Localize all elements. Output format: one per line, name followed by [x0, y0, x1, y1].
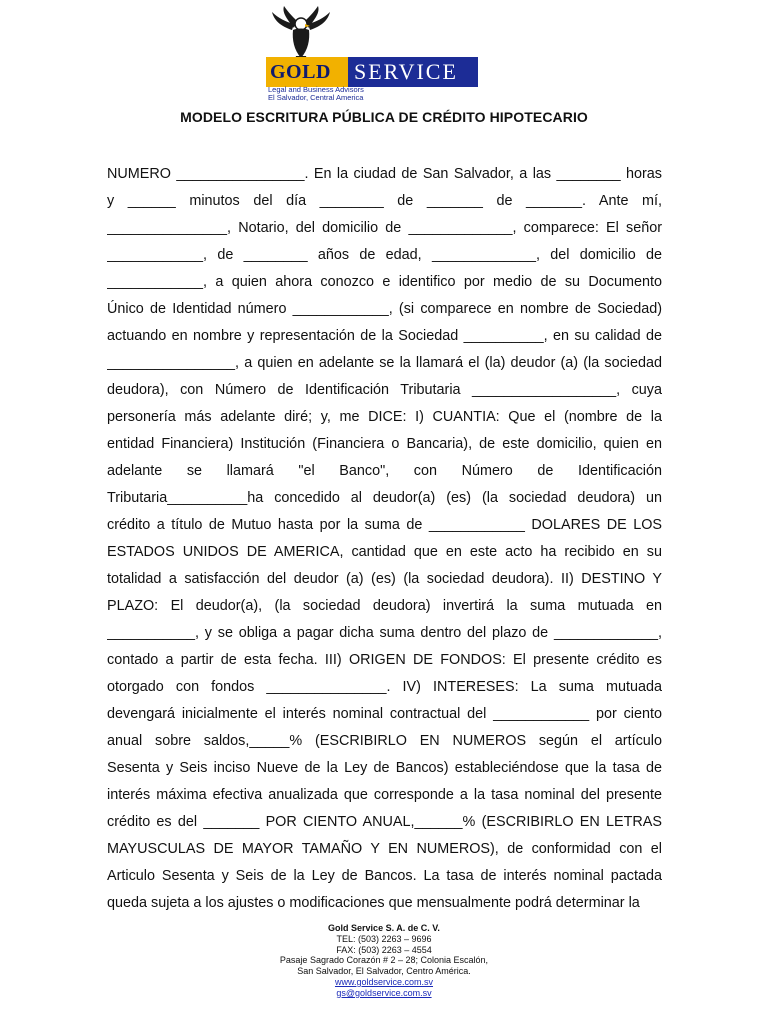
logo-gold-text: GOLD — [266, 57, 348, 87]
body-line: queda sujeta a los ajustes o modificaciones que mensualmente podrá determinar la — [107, 895, 640, 911]
footer-company: Gold Service S. A. de C. V. — [328, 923, 440, 933]
body-line: anual sobre saldos,_____% (ESCRIBIRLO EN NUMEROS según el artículo — [107, 733, 662, 749]
document-body — [107, 161, 662, 917]
body-line: Sesenta y Seis inciso Nueve de la Ley de Bancos) estableciéndose que la tasa de — [107, 760, 662, 776]
body-line: interés máxima efectiva anualizada que corresponde a la tasa nominal del presente — [107, 787, 662, 803]
body-line: _______________, Notario, del domicilio de _____________, comparece: El señor — [107, 220, 662, 236]
body-line: contado a partir de esta fecha. III) ORIGEN DE FONDOS: El presente crédito es — [107, 652, 662, 668]
body-line: ________________, a quien en adelante se la llamará el (la) deudor (a) (la sociedad — [107, 355, 662, 371]
logo-service-text: SERVICE — [354, 59, 458, 84]
body-line: totalidad a satisfacción del deudor (a) (es) (la sociedad deudora). II) DESTINO Y — [107, 571, 662, 587]
body-line: Articulo Sesenta y Seis de la Ley de Bancos. La tasa de interés nominal pactada — [107, 868, 662, 884]
body-line: PLAZO: El deudor(a), (la sociedad deudora) invertirá la suma mutuada en — [107, 598, 662, 614]
body-line: Único de Identidad número ____________, (si comparece en nombre de Sociedad) — [107, 301, 662, 317]
body-line: Tributaria__________ha concedido al deudor(a) (es) (la sociedad deudora) un — [107, 490, 662, 506]
document-title: MODELO ESCRITURA PÚBLICA DE CRÉDITO HIPOTECARIO — [180, 109, 588, 125]
body-line: ____________, a quien ahora conozco e identifico por medio de su Documento — [107, 274, 662, 290]
body-line: devengará inicialmente el interés nominal contractual del ____________ por ciento — [107, 706, 662, 722]
footer-website-link[interactable]: www.goldservice.com.sv — [334, 976, 434, 987]
body-line: y ______ minutos del día ________ de _______ de _______. Ante mí, — [107, 193, 662, 209]
logo-tagline-line2: El Salvador, Central America — [268, 93, 364, 102]
body-line: ____________, de ________ años de edad, _____________, del domicilio de — [107, 247, 662, 263]
body-line: deudora), con Número de Identificación Tributaria __________________, cuya — [107, 382, 662, 398]
body-line: MAYUSCULAS DE MAYOR TAMAÑO Y EN NUMEROS), de conformidad con el — [107, 841, 662, 857]
footer-fax: FAX: (503) 2263 – 4554 — [336, 944, 432, 955]
body-line: crédito a título de Mutuo hasta por la suma de ____________ DOLARES DE LOS — [107, 517, 662, 533]
logo-tagline — [268, 86, 468, 102]
body-line: actuando en nombre y representación de la Sociedad __________, en su calidad de — [107, 328, 662, 344]
footer-address-line2: San Salvador, El Salvador, Centro América. — [297, 966, 471, 977]
body-line: entidad Financiera) Institución (Financiera o Bancaria), de este domicilio, quien en — [107, 436, 662, 452]
body-line: adelante se llamará "el Banco", con Número de Identificación — [107, 463, 662, 479]
body-line: ESTADOS UNIDOS DE AMERICA, cantidad que en este acto ha recibido en su — [107, 544, 662, 560]
page-footer — [0, 923, 768, 999]
body-line: personería más adelante diré; y, me DICE: I) CUANTIA: Que el (nombre de la — [107, 409, 662, 425]
body-line: otorgado con fondos _______________. IV) INTERESES: La suma mutuada — [107, 679, 662, 695]
company-logo — [266, 6, 480, 102]
body-line: NUMERO ________________. En la ciudad de San Salvador, a las ________ horas — [107, 166, 662, 182]
footer-tel: TEL: (503) 2263 – 9696 — [336, 933, 432, 944]
footer-email-link[interactable]: gs@goldservice.com.sv — [336, 987, 432, 998]
footer-address-line1: Pasaje Sagrado Corazón # 2 – 28; Colonia Escalón, — [279, 955, 489, 966]
logo-banner — [266, 57, 478, 87]
logo-tagline-line1: Legal and Business Advisors — [268, 85, 364, 94]
body-line: crédito es del _______ POR CIENTO ANUAL,______% (ESCRIBIRLO EN LETRAS — [107, 814, 662, 830]
body-line: ___________, y se obliga a pagar dicha suma dentro del plazo de _____________, — [107, 625, 662, 641]
